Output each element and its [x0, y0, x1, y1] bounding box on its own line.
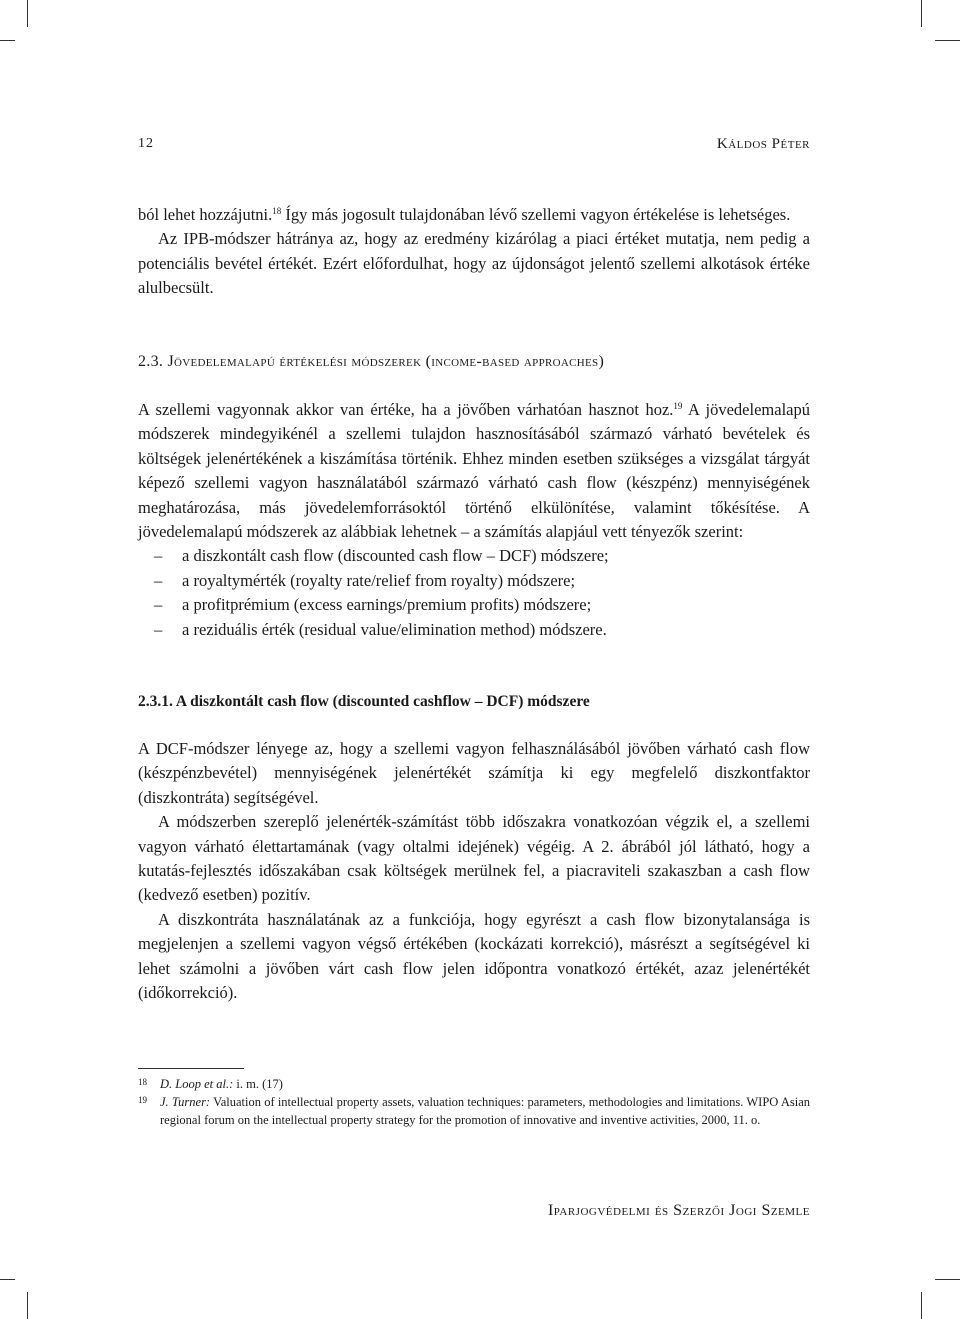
crop-mark [935, 1279, 960, 1280]
text-run: A szellemi vagyonnak akkor van értéke, ha a jövőben várhatóan hasznot hoz. [138, 400, 674, 419]
intro-paragraph-1 [138, 203, 810, 227]
subsection-paragraph-2: A módszerben szereplő jelenérték-számítást több időszakra vonatkozóan végzik el, a szellemi vagyon várható élettartamának (vagy oltalmi idejének) végéig. A 2. ábrából jól látható, hogy a kutatás-fejlesztés időszakában csak költségek merülnek fel, a piacraviteli szakaszban a cash flow (kedvező esetben) pozitív. [138, 812, 810, 905]
list-item: – a reziduális érték (residual value/elimination method) módszere. [154, 619, 607, 639]
crop-mark [0, 1279, 15, 1280]
subsection-body [138, 737, 810, 1005]
list-item-text: a reziduális érték (residual value/elimination method) módszere. [182, 619, 607, 639]
page-number: 12 [138, 136, 154, 151]
list-item-text: a diszkontált cash flow (discounted cash flow – DCF) módszere; [182, 546, 609, 566]
footnote-author: D. Loop et al.: [160, 1077, 234, 1091]
subsection-heading: 2.3.1. A diszkontált cash flow (discounted cashflow – DCF) módszere [138, 693, 590, 710]
intro-block [138, 203, 810, 301]
crop-mark [27, 1292, 28, 1319]
text-run: Így más jogosult tulajdonában lévő szellemi vagyon értékelése is lehetséges. [281, 205, 791, 224]
footnote-text: Valuation of intellectual property assets, valuation techniques: parameters, methodologies and limitations. WIPO Asian regional forum on the intellectual property strategy for the promotion of innovative and inventive activities, 2000, 11. o. [160, 1095, 810, 1127]
intro-paragraph-2: Az IPB-módszer hátránya az, hogy az eredmény kizárólag a piaci értéket mutatja, nem pedig a potenciális bevétel értékét. Ezért előfordulhat, hogy az újdonságot jelentő szellemi alkotások értéke alulbecsült. [138, 229, 810, 298]
list-item-text: a royaltymérték (royalty rate/relief from royalty) módszere; [182, 570, 576, 590]
subsection-paragraph-1: A DCF-módszer lényege az, hogy a szellemi vagyon felhasználásából jövőben várható cash flow (készpénzbevétel) mennyiségének jelenértékét számítja ki egy megfelelő diszkontfaktor (diszkontráta) segítségével. [138, 739, 810, 807]
footnote-text: i. m. (17) [233, 1077, 283, 1091]
journal-title: Iparjogvédelmi és Szerzői Jogi Szemle [547, 1202, 810, 1219]
footnote-ref: 18 [272, 206, 282, 216]
footnote-number: 19 [138, 1095, 147, 1105]
text-run: ból lehet hozzájutni. [138, 205, 273, 224]
footnote-ref: 19 [673, 401, 683, 411]
section-paragraph [138, 398, 810, 544]
section-heading: 2.3. Jövedelemalapú értékelési módszerek (income-based approaches) [138, 353, 605, 370]
footnotes [138, 1075, 810, 1129]
list-item: – a diszkontált cash flow (discounted cash flow – DCF) módszere; [154, 546, 609, 566]
subsection-paragraph-3: A diszkontráta használatának az a funkciója, hogy egyrészt a cash flow bizonytalansága is megjelenjen a szellemi vagyon végső értékében (kockázati korrekció), másrészt a segítségével ki lehet számolni a jövőben várt cash flow jelen időpontra vonatkozó értékét, azaz jelenértékét (időkorrekció). [138, 909, 810, 1003]
list-item-text: a profitprémium (excess earnings/premium profits) módszere; [182, 595, 592, 615]
crop-mark [0, 40, 15, 41]
crop-mark [935, 40, 960, 41]
footnote-number: 18 [138, 1077, 147, 1087]
crop-mark [921, 1292, 922, 1319]
list-item: – a profitprémium (excess earnings/premium profits) módszere; [154, 595, 592, 615]
crop-mark [921, 0, 922, 27]
footnote [138, 1093, 810, 1129]
crop-mark [27, 0, 28, 27]
section-body [138, 398, 810, 642]
running-author: Káldos Péter [716, 136, 810, 152]
text-run: A jövedelemalapú módszerek mindegyikénél a szellemi tulajdon hasznosításából származó várható bevételek és költségek jelenértékének a kiszámítása történik. Ehhez minden esetben szükséges a vizsgálat tárgyát képező szellemi vagyon használatából származó várható cash flow (készpénz) mennyiségének meghatározása, más jövedelemforrásoktól történő elkülönítése, valamint tőkésítése. A jövedelemalapú módszerek az alábbiak lehetnek – a számítás alapjául vett tényezők szerint: [138, 400, 810, 542]
footnote [138, 1075, 810, 1093]
list-item: – a royaltymérték (royalty rate/relief from royalty) módszere; [154, 570, 576, 590]
method-list [138, 544, 810, 642]
footnote-rule [138, 1068, 244, 1069]
footnote-author: J. Turner: [160, 1095, 211, 1109]
